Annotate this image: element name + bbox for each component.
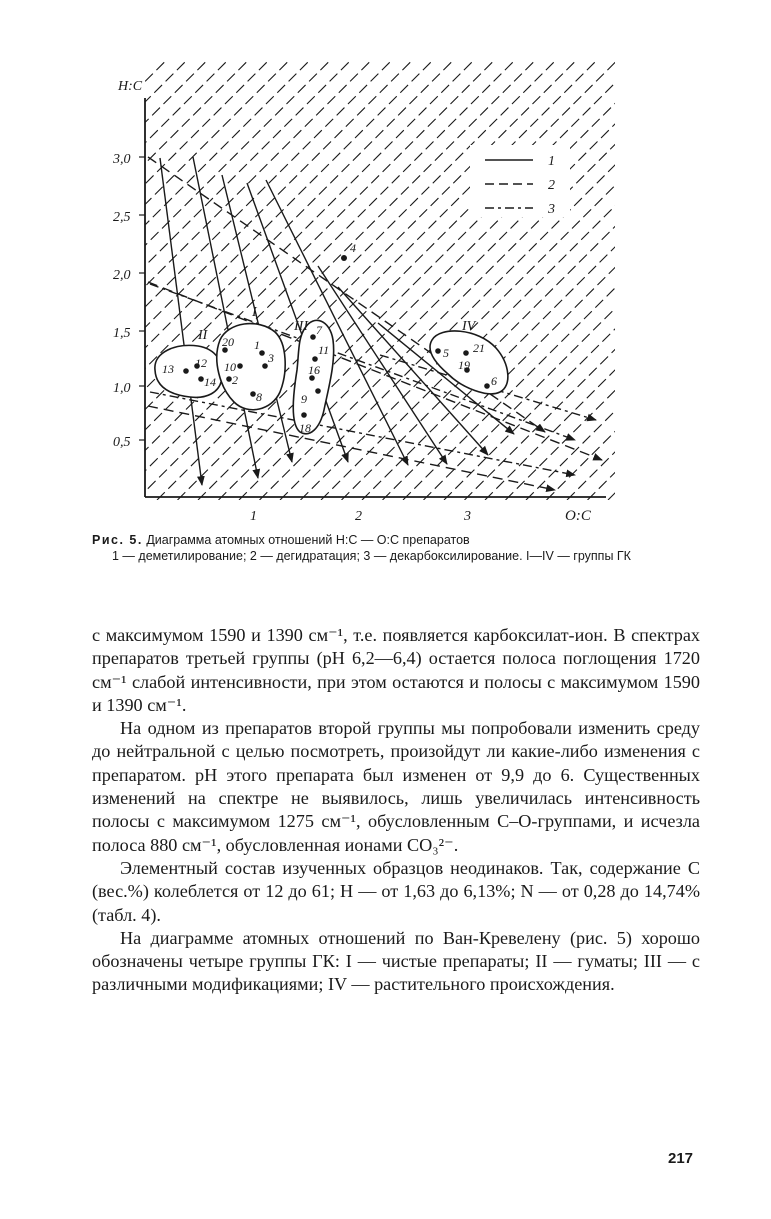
hatch-line	[0, 0, 391, 500]
data-point	[341, 255, 347, 261]
data-point	[312, 356, 318, 362]
caption-lead: Рис. 5.	[92, 533, 143, 547]
y-tick-label: 2,5	[113, 210, 131, 225]
x-axis-label: O:C	[565, 508, 591, 524]
point-label: 16	[308, 363, 320, 377]
y-tick-label: 0,5	[113, 435, 131, 450]
x-tick-labels	[250, 509, 471, 524]
x-tick-label: 1	[250, 509, 257, 524]
hatch-line	[629, 0, 771, 500]
point-label: 21	[473, 341, 485, 355]
hatch-line	[34, 0, 534, 500]
reaction-arrow	[193, 157, 258, 478]
hatch-line	[0, 0, 268, 500]
point-label: 9	[301, 392, 307, 406]
group-label-I: I	[252, 305, 257, 320]
hatch-line	[0, 0, 493, 500]
data-point	[435, 348, 441, 354]
point-label: 4	[350, 241, 356, 255]
data-point	[463, 350, 469, 356]
reaction-arrow	[222, 175, 292, 462]
paragraph: Элементный состав изученных образцов неодинаков. Так, содержание С (вес.%) колеблется от 12 до 61; Н — от 1,63 до 6,13%; N — от 0,28 до 14,74% (табл. 4).	[92, 857, 700, 925]
hatch-line	[0, 0, 206, 500]
data-point	[301, 412, 307, 418]
body-text	[92, 624, 700, 997]
hatch-line	[219, 0, 719, 500]
group-label-III: III	[294, 319, 308, 334]
hatch-line	[424, 0, 771, 500]
data-point	[262, 363, 268, 369]
hatch-line	[198, 0, 698, 500]
hatch-line	[526, 0, 771, 500]
data-point	[183, 368, 189, 374]
hatch-line	[0, 0, 452, 500]
hatch-line	[567, 0, 771, 500]
hatch-line	[96, 0, 596, 500]
point-label: 20	[222, 335, 234, 349]
data-point	[259, 350, 265, 356]
data-point	[484, 383, 490, 389]
hatch-line	[465, 0, 771, 500]
y-tick-labels	[112, 152, 131, 450]
hatch-line	[0, 0, 247, 500]
paragraph: На одном из препаратов второй группы мы попробовали изменить среду до нейтральной с целью посмотреть, произойдут ли какие-либо изменения с препаратом. рН этого препарата был изменен от 9,9 до 6. Существенных изменений на спектре не выявилось, лишь увеличилась интенсивность полосы с максимумом 1275 см⁻¹, обусловленным С–О-группами, и исчезла полоса 880 см⁻¹, обусловленная ионами CO₃²⁻.	[92, 718, 700, 855]
reaction-arrow	[150, 392, 575, 475]
x-tick-label: 2	[355, 509, 362, 524]
x-tick-label: 3	[464, 509, 471, 524]
caption-legend: 1 — деметилирование; 2 — дегидратация; 3 — декарбоксилирование. I—IV — группы ГК	[112, 549, 631, 563]
hatch-line	[444, 0, 771, 500]
hatch-line	[0, 0, 329, 500]
point-label: 2	[232, 373, 238, 387]
hatch-line	[608, 0, 771, 500]
point-label: 3	[268, 351, 274, 365]
hatch-line	[0, 0, 309, 500]
hatch-line	[0, 0, 288, 500]
hatch-line	[0, 0, 473, 500]
point-label: 18	[299, 421, 311, 435]
hatch-line	[383, 0, 771, 500]
y-tick-label: 3,0	[113, 152, 131, 167]
point-label: 10	[224, 360, 236, 374]
hatch-line	[75, 0, 575, 500]
paragraph: с максимумом 1590 и 1390 см⁻¹, т.е. появляется карбоксилат-ион. В спектрах препаратов третьей группы (рН 6,2—6,4) остается полоса поглощения 1720 см⁻¹ слабой интенсивности, при этом остаются и полосы с максимумом 1590 и 1390 см⁻¹.	[92, 625, 700, 715]
hatch-line	[362, 0, 771, 500]
point-label: 6	[491, 374, 497, 388]
point-label: 13	[162, 362, 174, 376]
y-tick-label: 1,0	[113, 381, 131, 396]
figure-caption	[92, 532, 702, 564]
hatch-line	[0, 0, 165, 500]
caption-title-line	[92, 532, 702, 548]
hatch-line	[116, 0, 616, 500]
hatch-line	[0, 0, 186, 500]
data-point	[226, 376, 232, 382]
legend-label-3: 3	[548, 202, 555, 217]
paragraph: На диаграмме атомных отношений по Ван-Кревелену (рис. 5) хорошо обозначены четыре группы ГК: I — чистые препараты; II — гуматы; III — с различными модификациями; IV — растительного происхождения.	[92, 927, 700, 995]
legend	[470, 145, 570, 217]
hatch-line	[485, 0, 771, 500]
point-label: 7	[316, 323, 322, 337]
caption-title: Диаграмма атомных отношений Н:С — О:С препаратов	[146, 533, 470, 547]
van-krevelen-diagram	[0, 0, 771, 525]
data-point	[250, 391, 256, 397]
group-label-II: II	[198, 328, 208, 343]
point-label: 5	[443, 346, 449, 360]
hatch-line	[506, 0, 771, 500]
data-point	[310, 334, 316, 340]
group-label-IV: IV	[462, 319, 476, 334]
data-point	[237, 363, 243, 369]
page-number: 217	[668, 1150, 694, 1167]
hatch-line	[342, 0, 771, 500]
point-label: 8	[256, 390, 262, 404]
hatch-line	[178, 0, 678, 500]
hatch-line	[14, 0, 514, 500]
legend-label-2: 2	[548, 178, 555, 193]
y-tick-label: 1,5	[113, 326, 131, 341]
y-tick-label: 2,0	[113, 268, 131, 283]
reaction-arrow	[160, 158, 202, 485]
dehydration-hatch-lines	[0, 0, 771, 500]
data-point	[315, 388, 321, 394]
legend-label-1: 1	[548, 154, 555, 169]
point-label: 11	[318, 343, 330, 357]
point-label: 12	[195, 356, 207, 370]
hatch-line	[649, 0, 771, 500]
point-label: 19	[458, 358, 470, 372]
hatch-line	[157, 0, 657, 500]
point-label: 14	[204, 375, 216, 389]
data-point	[198, 376, 204, 382]
y-axis-label: H:C	[118, 79, 143, 94]
point-label: 1	[254, 338, 260, 352]
hatch-line	[588, 0, 771, 500]
